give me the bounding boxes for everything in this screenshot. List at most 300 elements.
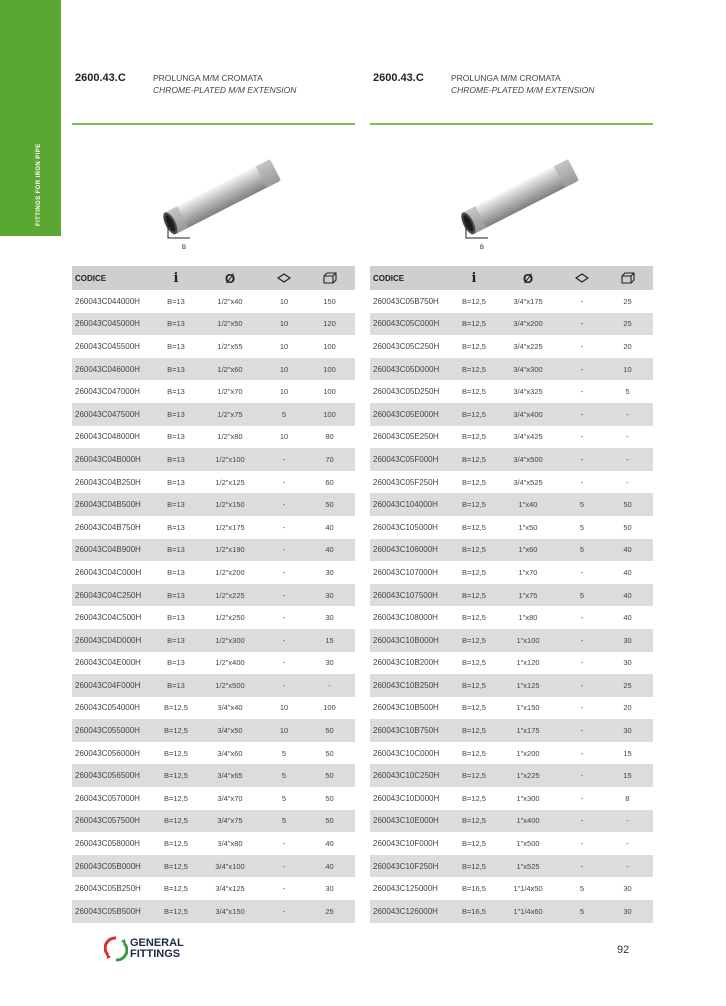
cell-pack: 5 <box>579 590 585 600</box>
table-row <box>370 606 653 629</box>
product-title-it: PROLUNGA M/M CROMATA <box>451 73 561 83</box>
table-row <box>72 516 355 539</box>
cell-pack: - <box>282 567 286 577</box>
cell-box: 40 <box>325 861 334 871</box>
cell-b-value: B=13 <box>167 387 185 397</box>
cell-box: 40 <box>623 613 632 623</box>
cell-pack: 10 <box>279 432 289 442</box>
cell-pack: - <box>282 545 286 555</box>
logo-line-1: GENERAL <box>130 937 184 949</box>
category-label: FITTINGS FOR IRON PIPE <box>36 143 42 226</box>
cell-code: 260043C057500H <box>75 816 140 826</box>
cell-code: 260043C047500H <box>75 409 140 419</box>
cell-size: 1/2"x175 <box>215 522 245 532</box>
cell-code: 260043C108000H <box>373 613 438 623</box>
cell-box: 70 <box>325 454 334 464</box>
table-row <box>72 697 355 720</box>
cell-box: 40 <box>623 590 632 600</box>
cell-box: 50 <box>325 748 334 758</box>
cell-b-value: B=12,5 <box>462 477 486 487</box>
cell-code: 260043C126000H <box>373 906 438 916</box>
cell-box: 40 <box>325 522 334 532</box>
cell-pack: - <box>580 748 584 758</box>
cell-code: 260043C106000H <box>373 545 438 555</box>
cell-pack: 10 <box>279 296 289 306</box>
table-row <box>370 561 653 584</box>
cell-pack: 10 <box>279 726 289 736</box>
cell-box: 40 <box>325 545 334 555</box>
table-row <box>370 380 653 403</box>
cell-b-value: B=12,5 <box>164 748 188 758</box>
cell-size: 3/4"x325 <box>513 387 543 397</box>
cell-box: 25 <box>325 906 334 916</box>
cell-size: 1"x70 <box>518 567 538 577</box>
cell-pack: 5 <box>281 816 287 826</box>
cell-box: 100 <box>323 409 336 419</box>
table-row <box>72 674 355 697</box>
cell-b-value: B=13 <box>167 522 185 532</box>
cell-box: 15 <box>623 748 632 758</box>
table-row <box>72 426 355 449</box>
cell-code: 260043C04B750H <box>75 522 141 532</box>
table-row <box>72 358 355 381</box>
table-row <box>72 493 355 516</box>
cell-box: 50 <box>325 816 334 826</box>
cell-pack: - <box>282 613 286 623</box>
logo-mark-icon <box>104 936 128 962</box>
cell-code: 260043C04B250H <box>75 477 141 487</box>
cell-b-value: B=13 <box>167 341 185 351</box>
cell-b-value: B=12,5 <box>164 839 188 849</box>
cell-pack: - <box>580 319 584 329</box>
cell-size: 1/2"x500 <box>215 680 245 690</box>
cell-size: 1/2"x150 <box>215 500 245 510</box>
product-code: 2600.43.C <box>75 72 126 84</box>
cell-box: 50 <box>325 793 334 803</box>
cell-b-value: B=12,5 <box>164 816 188 826</box>
cell-size: 3/4"x200 <box>513 319 543 329</box>
cell-box: 30 <box>325 658 334 668</box>
table-row <box>370 855 653 878</box>
table-row <box>370 652 653 675</box>
cell-box: - <box>626 477 629 487</box>
cell-code: 260043C04C250H <box>75 590 142 600</box>
cell-pack: 5 <box>579 906 585 916</box>
cell-size: 1/2"x200 <box>215 567 245 577</box>
cell-code: 260043C04D000H <box>75 635 142 645</box>
cell-pack: 5 <box>579 522 585 532</box>
cell-b-value: B=12,5 <box>164 861 188 871</box>
cell-size: 3/4"x100 <box>215 861 245 871</box>
cell-box: 60 <box>325 477 334 487</box>
cell-b-value: B=12,5 <box>462 364 486 374</box>
cell-box: 15 <box>325 635 334 645</box>
table-row <box>370 448 653 471</box>
cell-box: 20 <box>623 341 632 351</box>
cell-b-value: B=12,5 <box>462 771 486 781</box>
table-row <box>72 810 355 833</box>
cell-size: 1"x120 <box>516 658 540 668</box>
cell-b-value: B=12,5 <box>462 319 486 329</box>
cell-pack: - <box>282 454 286 464</box>
table-row <box>370 674 653 697</box>
cell-size: 3/4"x60 <box>217 748 243 758</box>
cell-code: 260043C05B500H <box>75 906 141 916</box>
product-table <box>72 266 355 923</box>
logo-text <box>130 938 184 960</box>
cell-b-value: B=13 <box>167 409 185 419</box>
table-row <box>72 380 355 403</box>
cell-code: 260043C05E250H <box>373 432 439 442</box>
cell-b-value: B=12,5 <box>462 432 486 442</box>
pipe-image <box>152 140 292 255</box>
cell-code: 260043C05F000H <box>373 454 439 464</box>
table-row <box>370 313 653 336</box>
cell-b-value: B=13 <box>167 454 185 464</box>
cell-pack: - <box>580 635 584 645</box>
cell-size: 1"1/4x50 <box>513 884 543 894</box>
cell-size: 1/2"x60 <box>217 364 243 374</box>
cell-b-value: B=16,5 <box>462 906 486 916</box>
cell-pack: - <box>580 454 584 464</box>
cell-b-value: B=12,5 <box>462 454 486 464</box>
table-row <box>370 539 653 562</box>
cell-pack: 5 <box>579 545 585 555</box>
cell-size: 1/2"x125 <box>215 477 245 487</box>
cell-box: 30 <box>623 884 632 894</box>
box-icon <box>602 272 653 284</box>
cell-pack: - <box>580 364 584 374</box>
cell-size: 3/4"x125 <box>215 884 245 894</box>
cell-size: 3/4"x150 <box>215 906 245 916</box>
cell-code: 260043C056000H <box>75 748 140 758</box>
cell-b-value: B=13 <box>167 658 185 668</box>
cell-code: 260043C10B250H <box>373 680 439 690</box>
cell-pack: - <box>580 432 584 442</box>
cell-code: 260043C04C000H <box>75 567 142 577</box>
cell-code: 260043C104000H <box>373 500 438 510</box>
cell-size: 1/2"x100 <box>215 454 245 464</box>
cell-pack: - <box>282 884 286 894</box>
cell-b-value: B=13 <box>167 364 185 374</box>
table-header <box>370 266 653 290</box>
cell-code: 260043C054000H <box>75 703 140 713</box>
cell-b-value: B=13 <box>167 567 185 577</box>
table-row <box>370 629 653 652</box>
cell-pack: - <box>580 409 584 419</box>
cell-size: 3/4"x75 <box>217 816 243 826</box>
table-row <box>370 787 653 810</box>
table-row <box>72 335 355 358</box>
cell-code: 260043C05B750H <box>373 296 439 306</box>
cell-pack: - <box>580 839 584 849</box>
cell-box: 100 <box>323 387 336 397</box>
cell-code: 260043C10B000H <box>373 635 439 645</box>
cell-size: 1"x300 <box>516 793 540 803</box>
cell-code: 260043C107000H <box>373 567 438 577</box>
cell-code: 260043C125000H <box>373 884 438 894</box>
cell-b-value: B=13 <box>167 319 185 329</box>
cell-pack: - <box>580 613 584 623</box>
cell-box: - <box>626 454 629 464</box>
cell-box: 100 <box>323 341 336 351</box>
cell-code: 260043C04F000H <box>75 680 141 690</box>
table-row <box>370 900 653 923</box>
table-row <box>72 561 355 584</box>
cell-b-value: B=12,5 <box>164 906 188 916</box>
cell-pack: 10 <box>279 703 289 713</box>
cell-b-value: B=12,5 <box>462 341 486 351</box>
cell-b-value: B=13 <box>167 590 185 600</box>
cell-b-value: B=12,5 <box>462 680 486 690</box>
cell-size: 1"x175 <box>516 726 540 736</box>
cell-size: 1"x80 <box>518 613 538 623</box>
cell-size: 1/2"x400 <box>215 658 245 668</box>
table-row <box>370 426 653 449</box>
cell-size: 3/4"x400 <box>513 409 543 419</box>
table-row <box>370 719 653 742</box>
cell-size: 1"x400 <box>516 816 540 826</box>
cell-size: 3/4"x40 <box>217 703 243 713</box>
table-row <box>72 403 355 426</box>
pipe-image <box>450 140 590 255</box>
cell-code: 260043C04C500H <box>75 613 142 623</box>
cell-code: 260043C05D000H <box>373 364 440 374</box>
cell-size: 1/2"x250 <box>215 613 245 623</box>
cell-box: 80 <box>325 432 334 442</box>
cell-box: 30 <box>325 884 334 894</box>
table-row <box>370 516 653 539</box>
cell-pack: - <box>282 680 286 690</box>
cell-box: 100 <box>323 364 336 374</box>
cell-b-value: B=12,5 <box>462 658 486 668</box>
cell-code: 260043C04B000H <box>75 454 141 464</box>
cell-b-value: B=12,5 <box>462 500 486 510</box>
cell-code: 260043C10C000H <box>373 748 440 758</box>
section-header <box>370 72 653 102</box>
cell-box: 120 <box>323 319 336 329</box>
cell-size: 1"x150 <box>516 703 540 713</box>
cell-size: 1/2"x225 <box>215 590 245 600</box>
table-row <box>72 539 355 562</box>
cell-box: 40 <box>623 545 632 555</box>
cell-code: 260043C05D250H <box>373 387 440 397</box>
cell-pack: - <box>580 816 584 826</box>
cell-code: 260043C046000H <box>75 364 140 374</box>
cell-size: 1/2"x55 <box>217 341 243 351</box>
table-row <box>72 652 355 675</box>
cell-code: 260043C05E000H <box>373 409 439 419</box>
page-number: 92 <box>617 944 630 956</box>
cell-box: - <box>626 839 629 849</box>
table-row <box>370 471 653 494</box>
cell-pack: - <box>580 861 584 871</box>
cell-code: 260043C05F250H <box>373 477 439 487</box>
cell-code: 260043C057000H <box>75 793 140 803</box>
cell-pack: 5 <box>281 793 287 803</box>
cell-pack: - <box>282 522 286 532</box>
cell-code: 260043C10B750H <box>373 726 439 736</box>
cell-b-value: B=12,5 <box>462 522 486 532</box>
cell-pack: - <box>282 590 286 600</box>
cell-box: 50 <box>325 771 334 781</box>
box-icon <box>304 272 355 284</box>
cell-box: - <box>328 680 331 690</box>
cell-b-value: B=12,5 <box>462 387 486 397</box>
cell-pack: 10 <box>279 364 289 374</box>
cell-pack: - <box>580 296 584 306</box>
cell-code: 260043C04E000H <box>75 658 141 668</box>
table-row <box>72 787 355 810</box>
cell-box: 25 <box>623 680 632 690</box>
cell-b-value: B=13 <box>167 296 185 306</box>
cell-box: 20 <box>623 703 632 713</box>
table-row <box>72 471 355 494</box>
section-divider <box>370 123 653 125</box>
product-code: 2600.43.C <box>373 72 424 84</box>
table-row <box>370 358 653 381</box>
cell-size: 1/2"x80 <box>217 432 243 442</box>
cell-pack: - <box>282 839 286 849</box>
table-row <box>72 832 355 855</box>
cell-pack: - <box>580 477 584 487</box>
product-title-en: CHROME-PLATED M/M EXTENSION <box>451 85 595 95</box>
cell-pack: - <box>580 680 584 690</box>
product-table <box>370 266 653 923</box>
cell-box: 30 <box>623 906 632 916</box>
table-header <box>72 266 355 290</box>
cell-code: 260043C04B900H <box>75 545 141 555</box>
table-row <box>72 764 355 787</box>
cell-box: 40 <box>623 567 632 577</box>
table-row <box>370 810 653 833</box>
cell-b-value: B=13 <box>167 635 185 645</box>
cell-box: - <box>626 432 629 442</box>
cell-size: 1"x60 <box>518 545 538 555</box>
cell-box: 30 <box>623 658 632 668</box>
cell-b-value: B=12,5 <box>462 793 486 803</box>
cell-pack: - <box>580 793 584 803</box>
cell-size: 1/2"x70 <box>217 387 243 397</box>
table-row <box>370 742 653 765</box>
cell-code: 260043C10F250H <box>373 861 439 871</box>
dimension-label: B <box>182 245 187 251</box>
cell-pack: 10 <box>279 341 289 351</box>
cell-code: 260043C045000H <box>75 319 140 329</box>
cell-code: 260043C05B000H <box>75 861 141 871</box>
table-row <box>370 697 653 720</box>
cell-box: 30 <box>325 567 334 577</box>
cell-b-value: B=13 <box>167 545 185 555</box>
table-row <box>72 629 355 652</box>
cell-box: 50 <box>325 726 334 736</box>
dimension-label: B <box>480 245 485 251</box>
cell-size: 1/2"x75 <box>217 409 243 419</box>
table-row <box>72 900 355 923</box>
cell-box: 100 <box>323 703 336 713</box>
table-row <box>370 403 653 426</box>
cell-box: 30 <box>623 726 632 736</box>
cell-pack: - <box>282 500 286 510</box>
cell-code: 260043C10E000H <box>373 816 439 826</box>
cell-b-value: B=12,5 <box>462 748 486 758</box>
cell-box: 30 <box>623 635 632 645</box>
cell-b-value: B=12,5 <box>164 793 188 803</box>
table-row <box>72 719 355 742</box>
cell-size: 3/4"x65 <box>217 771 243 781</box>
cell-size: 3/4"x80 <box>217 839 243 849</box>
table-row <box>370 493 653 516</box>
cell-b-value: B=13 <box>167 477 185 487</box>
cell-code: 260043C10F000H <box>373 839 439 849</box>
cell-pack: - <box>580 387 584 397</box>
cell-pack: 5 <box>579 500 585 510</box>
cell-code: 260043C045500H <box>75 341 140 351</box>
cell-b-value: B=12,5 <box>164 771 188 781</box>
cell-code: 260043C056500H <box>75 771 140 781</box>
cell-box: 25 <box>623 319 632 329</box>
hex-icon <box>264 273 304 283</box>
section-divider <box>72 123 355 125</box>
table-row <box>370 764 653 787</box>
cell-b-value: B=12,5 <box>462 726 486 736</box>
cell-code: 260043C05C250H <box>373 341 440 351</box>
cell-code: 260043C047000H <box>75 387 140 397</box>
cell-size: 1/2"x50 <box>217 319 243 329</box>
cell-b-value: B=12,5 <box>462 635 486 645</box>
cell-code: 260043C10B500H <box>373 703 439 713</box>
company-logo <box>104 936 214 966</box>
cell-size: 3/4"x500 <box>513 454 543 464</box>
cell-b-value: B=12,5 <box>462 590 486 600</box>
cell-size: 1"x200 <box>516 748 540 758</box>
category-tab <box>0 0 61 236</box>
cell-box: 50 <box>623 500 632 510</box>
cell-b-value: B=12,5 <box>462 703 486 713</box>
cell-b-value: B=13 <box>167 500 185 510</box>
cell-box: 10 <box>623 364 632 374</box>
cell-size: 3/4"x300 <box>513 364 543 374</box>
diameter-icon: Ø <box>522 270 534 286</box>
cell-box: 5 <box>625 387 630 397</box>
cell-code: 260043C107500H <box>373 590 438 600</box>
table-row <box>370 335 653 358</box>
cell-b-value: B=12,5 <box>462 545 486 555</box>
cell-code: 260043C058000H <box>75 839 140 849</box>
cell-pack: - <box>580 771 584 781</box>
cell-code: 260043C044000H <box>75 296 140 306</box>
cell-size: 1/2"x190 <box>215 545 245 555</box>
cell-code: 260043C04B500H <box>75 500 141 510</box>
cell-b-value: B=12,5 <box>462 613 486 623</box>
cell-size: 1"x125 <box>516 680 540 690</box>
cell-size: 3/4"x425 <box>513 432 543 442</box>
table-row <box>72 606 355 629</box>
table-row <box>72 290 355 313</box>
cell-b-value: B=12,5 <box>462 816 486 826</box>
table-row <box>370 832 653 855</box>
cell-pack: - <box>580 341 584 351</box>
cell-box: 50 <box>325 500 334 510</box>
cell-size: 1"x525 <box>516 861 540 871</box>
product-title-en: CHROME-PLATED M/M EXTENSION <box>153 85 297 95</box>
section-header <box>72 72 355 102</box>
cell-b-value: B=12,5 <box>462 839 486 849</box>
cell-size: 1"x40 <box>518 500 538 510</box>
cell-size: 3/4"x70 <box>217 793 243 803</box>
cell-pack: - <box>282 658 286 668</box>
cell-b-value: B=12,5 <box>462 296 486 306</box>
